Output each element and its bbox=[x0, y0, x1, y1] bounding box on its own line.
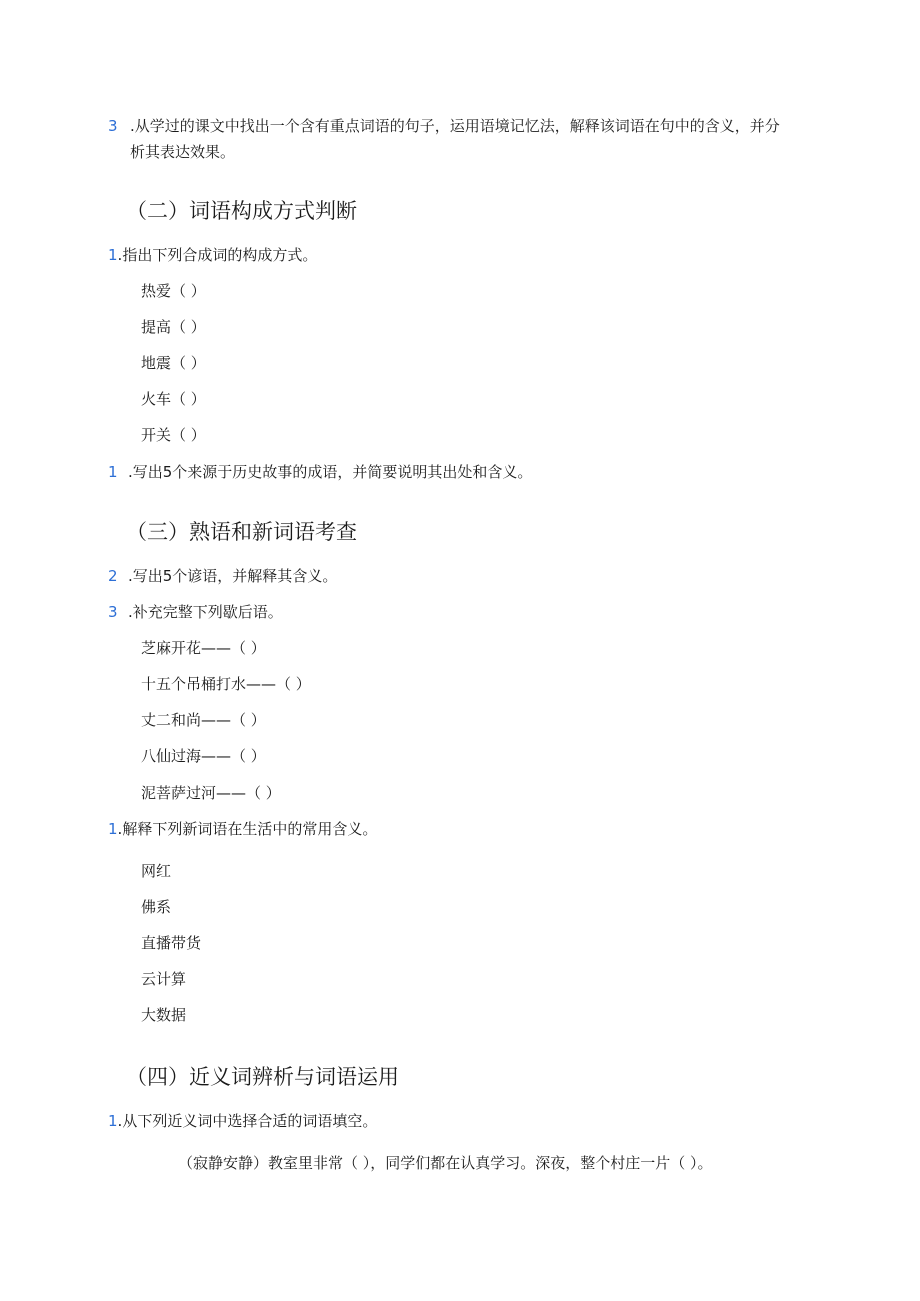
question-number: 3 bbox=[108, 603, 118, 621]
list-item: 开关（ ） bbox=[141, 426, 206, 444]
question-number: 1 bbox=[108, 820, 118, 838]
section-heading: （四）近义词辨析与词语运用 bbox=[126, 1065, 399, 1089]
section-heading: （三）熟语和新词语考查 bbox=[126, 520, 357, 544]
question-number: 1 bbox=[108, 246, 118, 264]
list-item: 直播带货 bbox=[141, 934, 202, 952]
question-text: .写出5个谚语，并解释其含义。 bbox=[128, 567, 338, 585]
question-text: .补充完整下列歇后语。 bbox=[128, 603, 283, 621]
question-3 bbox=[108, 599, 283, 625]
list-item: 八仙过海——（ ） bbox=[141, 747, 266, 765]
list-item: 大数据 bbox=[141, 1006, 187, 1024]
list-item: 丈二和尚——（ ） bbox=[141, 711, 266, 729]
question-number: 2 bbox=[108, 567, 118, 585]
list-item: 泥菩萨过河——（ ） bbox=[141, 784, 281, 802]
list-item: 提高（ ） bbox=[141, 318, 206, 336]
list-item: 网红 bbox=[141, 862, 172, 880]
question-3-line-1 bbox=[108, 113, 780, 139]
list-item: 十五个吊桶打水——（ ） bbox=[141, 675, 311, 693]
question-3-line-2: 析其表达效果。 bbox=[130, 143, 236, 161]
question-text: .解释下列新词语在生活中的常用含义。 bbox=[117, 820, 378, 838]
section-heading: （二）词语构成方式判断 bbox=[126, 199, 357, 223]
question-1 bbox=[108, 816, 377, 842]
list-item: 火车（ ） bbox=[141, 390, 206, 408]
list-item: 热爱（ ） bbox=[141, 282, 206, 300]
question-1 bbox=[108, 242, 317, 268]
question-number: 1 bbox=[108, 1112, 118, 1130]
question-1 bbox=[108, 1108, 377, 1134]
question-text: .写出5个来源于历史故事的成语，并简要说明其出处和含义。 bbox=[128, 463, 533, 481]
question-2 bbox=[108, 563, 337, 589]
list-item: 佛系 bbox=[141, 898, 172, 916]
list-item: 芝麻开花——（ ） bbox=[141, 639, 266, 657]
question-1b bbox=[108, 459, 532, 485]
question-text: .指出下列合成词的构成方式。 bbox=[117, 246, 318, 264]
fill-in-sentence: （寂静安静）教室里非常（ ），同学们都在认真学习。深夜，整个村庄一片（ ）。 bbox=[178, 1154, 713, 1172]
list-item: 云计算 bbox=[141, 970, 187, 988]
list-item: 地震（ ） bbox=[141, 354, 206, 372]
question-text: .从下列近义词中选择合适的词语填空。 bbox=[117, 1112, 378, 1130]
question-number: 1 bbox=[108, 463, 118, 481]
question-number: 3 bbox=[108, 117, 118, 135]
question-text: .从学过的课文中找出一个含有重点词语的句子，运用语境记忆法，解释该词语在句中的含义，并分 bbox=[130, 117, 780, 135]
